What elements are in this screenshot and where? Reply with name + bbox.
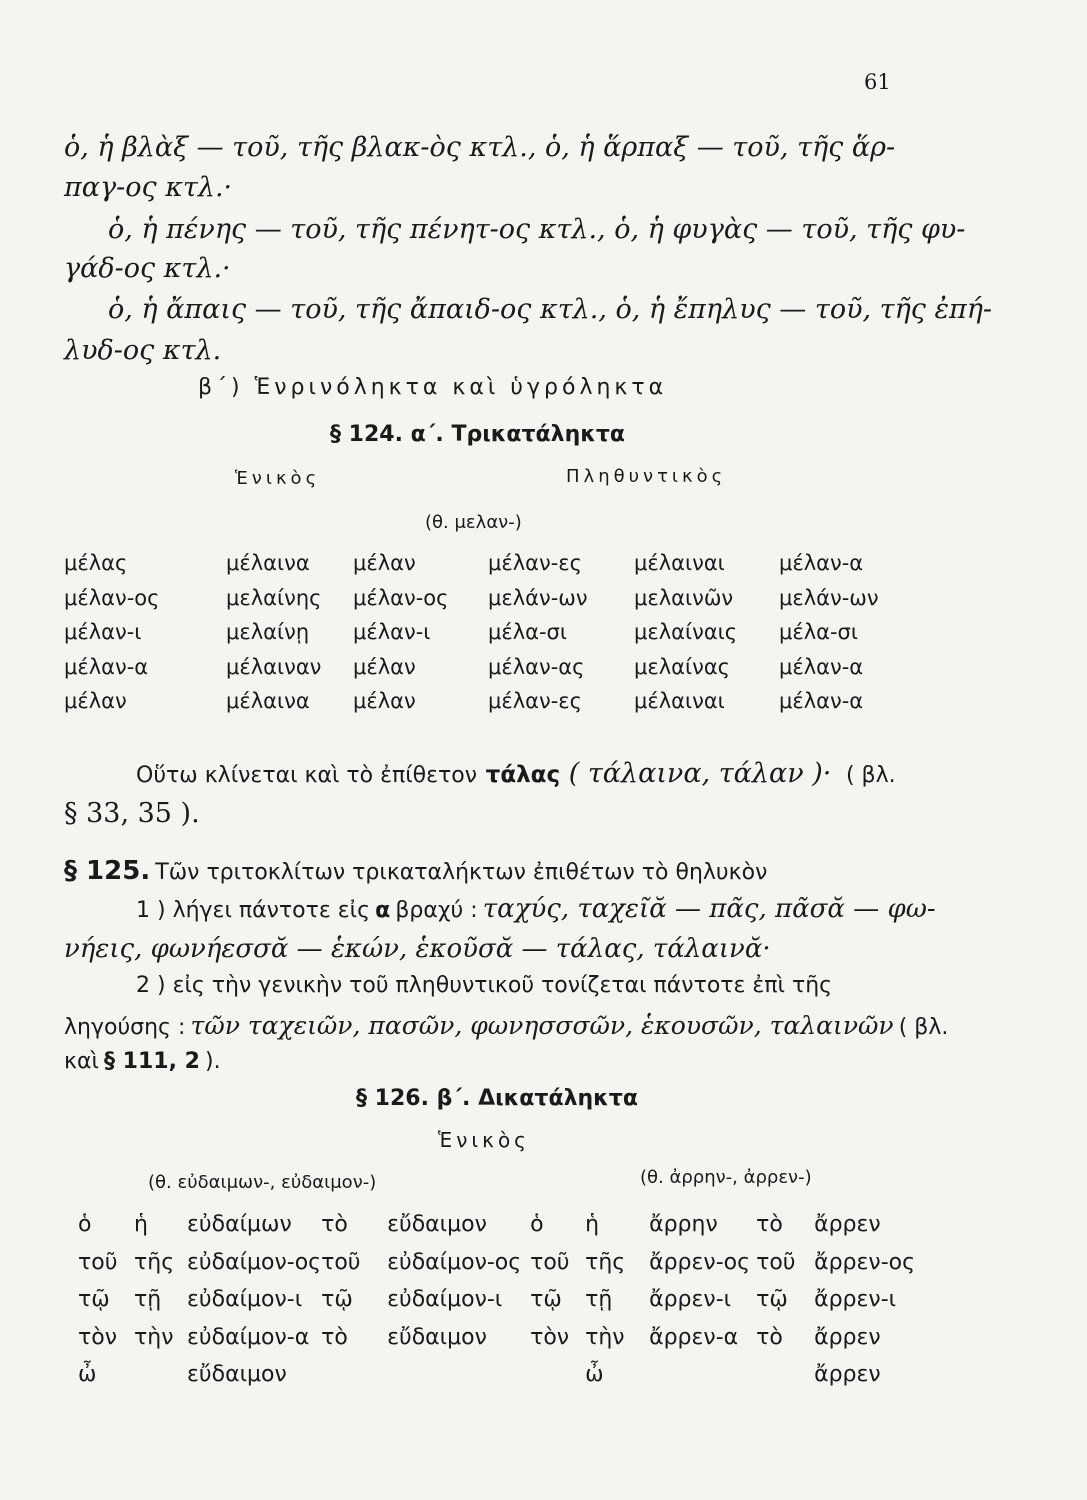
- intro-line-3: ὁ, ἡ πένης — τοῦ, τῆς πένητ-ος κτλ., ὁ, ἡ φυγὰς — τοῦ, τῆς φυ-: [108, 214, 966, 245]
- intro-line-4: γάδ-ος κτλ.·: [64, 253, 231, 284]
- table-cell: μέλαν-α: [64, 654, 149, 679]
- talas-note: [136, 758, 896, 789]
- table-cell: τῷ: [756, 1287, 788, 1313]
- table-cell: μέλαινα: [226, 551, 310, 576]
- section-125-text-6b: § 111, 2: [104, 1049, 200, 1074]
- table-cell: μέλαιναι: [634, 689, 725, 714]
- section-125-alpha: α: [375, 898, 391, 923]
- table-cell: μέλαν: [353, 654, 416, 679]
- table-cell: μέλαν-ες: [488, 689, 582, 714]
- table-cell: ὁ: [78, 1212, 92, 1238]
- table-cell: τὸν: [530, 1324, 570, 1350]
- section-125-text-2a: 1 ) λήγει πάντοτε εἰς: [136, 898, 370, 923]
- table-cell: τοῦ: [530, 1249, 570, 1275]
- table-cell: τῆς: [585, 1249, 626, 1275]
- talas-note-a: Οὕτω κλίνεται καὶ τὸ ἐπίθετον: [136, 763, 478, 788]
- table-cell: [649, 1356, 756, 1394]
- table-row: [64, 684, 899, 719]
- table-row: [64, 615, 899, 650]
- table-cell: μελαίνῃ: [226, 620, 310, 645]
- table-cell: ἄρρην: [649, 1212, 718, 1238]
- section-125-number: § 125.: [64, 856, 151, 886]
- table-cell: τὸ: [756, 1212, 783, 1238]
- table-row: [64, 581, 899, 616]
- table-cell: τῆς: [134, 1249, 175, 1275]
- section-125-text-2c: βραχύ :: [395, 898, 478, 923]
- table-cell: μέλαν: [353, 551, 416, 576]
- table-cell: ἄρρεν-ος: [649, 1249, 751, 1275]
- table-cell: ὦ: [585, 1362, 604, 1388]
- table-cell: ἄρρεν-ος: [814, 1249, 916, 1275]
- table-cell: τῷ: [530, 1287, 562, 1313]
- table-row: [78, 1206, 934, 1244]
- table-cell: τῷ: [321, 1287, 353, 1313]
- section-125-text-5c: ( βλ.: [898, 1015, 949, 1040]
- table-cell: μελαίνης: [226, 585, 322, 610]
- table-cell: ἡ: [134, 1212, 148, 1238]
- section-125-line-4: 2 ) εἰς τὴν γενικὴν τοῦ πληθυντικοῦ τονίζεται πάντοτε ἐπὶ τῆς: [136, 973, 833, 998]
- stem-note-124: (θ. μελαν-): [425, 512, 522, 533]
- table-cell: μελαίναις: [634, 620, 738, 645]
- stem-note-right: (θ. ἀρρην-, ἀρρεν-): [640, 1167, 812, 1188]
- talas-note-d: ( βλ.: [845, 763, 896, 788]
- intro-line-5: ὁ, ἡ ἄπαις — τοῦ, τῆς ἄπαιδ-ος κτλ., ὁ, ἡ ἔπηλυς — τοῦ, τῆς ἐπή-: [108, 294, 993, 325]
- table-cell: μέλαν-ος: [64, 585, 160, 610]
- table-cell: τὸ: [321, 1212, 348, 1238]
- table-cell: εὐδαίμον-ι: [187, 1287, 303, 1313]
- table-cell: ἄρρεν-ι: [814, 1287, 897, 1313]
- section-125-line-3: νήεις, φωνήεσσᾰ — ἑκών, ἑκοῦσᾰ — τάλας, τάλαινᾰ·: [64, 934, 771, 964]
- table-cell: μέλαν-ος: [353, 585, 449, 610]
- table-cell: ἄρρεν: [814, 1324, 881, 1350]
- section-125-line-1: [64, 856, 767, 886]
- talas-note-ref: § 33, 35 ).: [64, 798, 200, 829]
- table-cell: εὐδαίμον-α: [187, 1324, 310, 1350]
- table-cell: μέλα-σι: [488, 620, 567, 645]
- section-126-singular-label: Ἑνικὸς: [438, 1128, 530, 1152]
- stem-note-left: (θ. εὐδαιμων-, εὐδαιμον-): [148, 1172, 377, 1193]
- page-number: 61: [864, 70, 891, 94]
- table-row: [78, 1244, 934, 1282]
- table-cell: εὐδαίμων: [187, 1212, 292, 1238]
- section-125-text-6c: ).: [205, 1049, 221, 1074]
- table-row: [64, 650, 899, 685]
- section-b-heading: β΄) Ἑνρινόληκτα καὶ ὑγρόληκτα: [198, 375, 668, 400]
- table-cell: τῇ: [585, 1287, 613, 1313]
- table-cell: ἄρρεν-α: [649, 1324, 739, 1350]
- table-cell: τῷ: [78, 1287, 110, 1313]
- table-cell: τοῦ: [78, 1249, 118, 1275]
- table-cell: μέλαιναι: [634, 551, 725, 576]
- table-cell: τοῦ: [756, 1249, 796, 1275]
- table-cell: μέλα-σι: [779, 620, 858, 645]
- table-cell: [321, 1356, 387, 1394]
- table-cell: ἄρρεν: [814, 1362, 881, 1388]
- table-cell: τὸ: [756, 1324, 783, 1350]
- table-cell: μέλαιναν: [226, 654, 322, 679]
- table-cell: τὸ: [321, 1324, 348, 1350]
- section-125-text-5a: ληγούσης :: [64, 1015, 186, 1040]
- table-cell: μέλαν-α: [779, 551, 864, 576]
- table-cell: εὔδαιμον: [187, 1362, 287, 1388]
- table-row: [78, 1319, 934, 1357]
- table-cell: μέλαν: [64, 689, 127, 714]
- section-125-line-5: [64, 1011, 948, 1040]
- table-cell: τῇ: [134, 1287, 162, 1313]
- talas-note-b: τάλας: [485, 762, 561, 788]
- table-row: [78, 1356, 934, 1394]
- section-125-text-1: Τῶν τριτοκλίτων τρικαταλήκτων ἐπιθέτων τὸ θηλυκὸν: [155, 860, 768, 885]
- table-cell: μέλαινα: [226, 689, 310, 714]
- singular-label: Ἑνικὸς: [235, 468, 321, 489]
- table-cell: ὁ: [530, 1212, 544, 1238]
- table-cell: ἄρρεν: [814, 1212, 881, 1238]
- table-row: [64, 546, 899, 581]
- table-cell: τὸν: [78, 1324, 117, 1350]
- intro-line-6: λυδ-ος κτλ.: [64, 335, 222, 366]
- table-cell: εὐδαίμον-ος: [387, 1249, 522, 1275]
- table-cell: ἡ: [585, 1212, 600, 1238]
- table-cell: εὐδαίμον-ος: [187, 1249, 322, 1275]
- table-cell: ἄρρεν-ι: [649, 1287, 732, 1313]
- section-125-line-6: [64, 1049, 221, 1074]
- table-cell: μελαίνας: [634, 654, 730, 679]
- section-125-text-6a: καὶ: [64, 1049, 99, 1074]
- table-cell: ὦ: [78, 1362, 97, 1388]
- section-125-text-2d: ταχύς, ταχεῖᾰ — πᾶς, πᾶσᾰ — φω-: [482, 894, 936, 924]
- section-126-heading: § 126. β΄. Δικατάληκτα: [356, 1086, 638, 1111]
- section-125-text-5b: τῶν ταχειῶν, πασῶν, φωνησσσῶν, ἑκουσῶν, ταλαινῶν: [190, 1011, 894, 1040]
- table-cell: μέλαν-α: [779, 689, 864, 714]
- section-124-heading: [330, 422, 625, 447]
- table-cell: [134, 1356, 187, 1394]
- table-cell: μελάν-ων: [488, 585, 588, 610]
- table-cell: μέλαν-α: [779, 654, 864, 679]
- table-cell: μελάν-ων: [779, 585, 879, 610]
- section-125-line-2: [136, 894, 936, 924]
- table-cell: [530, 1356, 585, 1394]
- table-cell: εὐδαίμον-ι: [387, 1287, 503, 1313]
- section-124-heading-text: § 124. α΄. Τρικατάληκτα: [330, 422, 626, 447]
- intro-line-1: ὁ, ἡ βλὰξ — τοῦ, τῆς βλακ-ὸς κτλ., ὁ, ἡ ἅρπαξ — τοῦ, τῆς ἅρ-: [64, 132, 896, 163]
- table-cell: μέλαν-ες: [488, 551, 582, 576]
- melas-declension-table: [64, 546, 899, 719]
- talas-note-c: ( τάλαινα, τάλαν )·: [568, 758, 832, 789]
- eudaimon-arren-table: [78, 1206, 934, 1394]
- table-row: [78, 1281, 934, 1319]
- table-cell: μέλας: [64, 551, 128, 576]
- intro-line-2: παγ-ος κτλ.·: [64, 172, 233, 203]
- table-cell: τὴν: [585, 1324, 625, 1350]
- table-cell: μελαινῶν: [634, 585, 734, 610]
- table-cell: [387, 1356, 530, 1394]
- table-cell: τοῦ: [321, 1249, 361, 1275]
- table-cell: [756, 1356, 814, 1394]
- table-cell: μέλαν-ι: [353, 620, 431, 645]
- table-cell: μέλαν: [353, 689, 416, 714]
- table-cell: μέλαν-ι: [64, 620, 142, 645]
- table-cell: εὔδαιμον: [387, 1212, 487, 1238]
- table-cell: εὔδαιμον: [387, 1324, 487, 1350]
- table-cell: τὴν: [134, 1324, 174, 1350]
- plural-label: Πληθυντικὸς: [566, 466, 727, 487]
- table-cell: μέλαν-ας: [488, 654, 585, 679]
